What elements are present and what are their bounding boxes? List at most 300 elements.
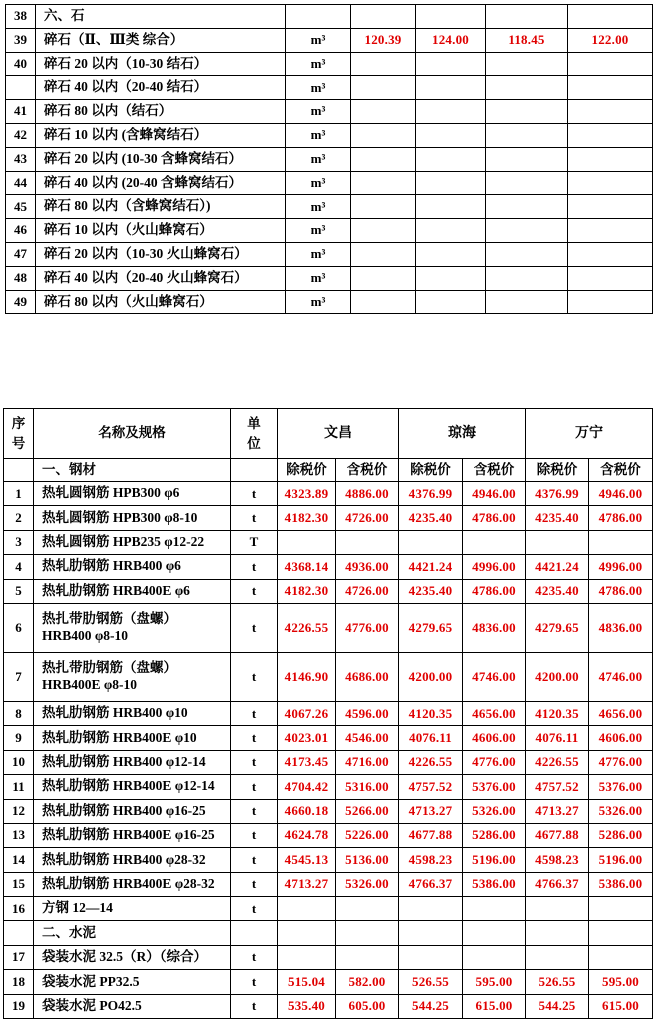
row-number-cell: 6 (4, 603, 34, 652)
price-cell: 5376.00 (589, 775, 653, 799)
price-cell: 124.00 (416, 28, 486, 52)
price-cell: 526.55 (526, 970, 589, 994)
price-cell: 4757.52 (526, 775, 589, 799)
price-cell: 595.00 (589, 970, 653, 994)
subheader-row (4, 459, 653, 482)
unit-cell: t (231, 482, 278, 506)
table-row (6, 123, 653, 147)
price-cell (399, 921, 463, 945)
price-cell: 122.00 (568, 28, 653, 52)
price-cell: 5196.00 (463, 848, 526, 872)
price-cell: 4076.11 (526, 726, 589, 750)
price-cell: 544.25 (526, 994, 589, 1018)
price-cell: 4200.00 (526, 652, 589, 701)
col-header-city-qionghai: 琼海 (399, 409, 526, 459)
price-cell (416, 123, 486, 147)
item-name-cell: 热轧肋钢筋 HRB400E φ6 (34, 579, 231, 603)
price-cell (278, 897, 336, 921)
row-number-cell: 42 (6, 123, 36, 147)
table-row (4, 897, 653, 921)
row-number-cell: 1 (4, 482, 34, 506)
row-number-cell: 48 (6, 266, 36, 290)
price-cell (351, 195, 416, 219)
row-number-cell (6, 76, 36, 100)
item-name-cell: 袋装水泥 PP32.5 (34, 970, 231, 994)
row-number-cell: 5 (4, 579, 34, 603)
row-number-cell: 9 (4, 726, 34, 750)
unit-cell: T (231, 530, 278, 554)
price-table-body (4, 482, 653, 1019)
item-name-cell: 热轧圆钢筋 HPB235 φ12-22 (34, 530, 231, 554)
price-cell (351, 5, 416, 29)
item-name-cell: 碎石 10 以内（火山蜂窝石） (36, 219, 286, 243)
price-cell (416, 100, 486, 124)
price-cell: 4766.37 (399, 872, 463, 896)
unit-cell: m³ (286, 171, 351, 195)
price-cell: 4656.00 (589, 701, 653, 725)
item-name-cell: 碎石（Ⅱ、Ⅲ类 综合） (36, 28, 286, 52)
price-cell (351, 100, 416, 124)
unit-cell (231, 921, 278, 945)
price-cell (399, 897, 463, 921)
unit-cell: t (231, 652, 278, 701)
row-number-cell: 8 (4, 701, 34, 725)
price-cell (351, 266, 416, 290)
item-name-cell: 热轧肋钢筋 HRB400E φ28-32 (34, 872, 231, 896)
price-cell: 4746.00 (589, 652, 653, 701)
col-header-extax-wanning: 除税价 (526, 459, 589, 482)
table-row (4, 652, 653, 701)
price-cell: 4546.00 (336, 726, 399, 750)
price-cell: 4726.00 (336, 506, 399, 530)
price-cell: 4226.55 (399, 750, 463, 774)
price-cell: 4726.00 (336, 579, 399, 603)
table-row (4, 799, 653, 823)
price-cell: 544.25 (399, 994, 463, 1018)
empty-cell (231, 459, 278, 482)
price-cell (278, 530, 336, 554)
unit-cell: t (231, 726, 278, 750)
price-cell (486, 242, 568, 266)
row-number-cell: 12 (4, 799, 34, 823)
table-row (4, 921, 653, 945)
col-header-unit-label: 单位 (247, 415, 261, 451)
item-name-cell: 碎石 40 以内 (20-40 含蜂窝结石） (36, 171, 286, 195)
price-cell: 120.39 (351, 28, 416, 52)
price-cell (351, 123, 416, 147)
item-name-cell: 热轧肋钢筋 HRB400 φ28-32 (34, 848, 231, 872)
row-number-cell: 49 (6, 290, 36, 314)
table-row (4, 701, 653, 725)
price-cell (486, 195, 568, 219)
price-cell: 4704.42 (278, 775, 336, 799)
price-cell: 4323.89 (278, 482, 336, 506)
price-cell: 5136.00 (336, 848, 399, 872)
price-cell (416, 266, 486, 290)
price-cell (416, 219, 486, 243)
col-header-inctax-wenchang: 含税价 (336, 459, 399, 482)
table-row (4, 848, 653, 872)
item-name-cell: 二、水泥 (34, 921, 231, 945)
price-cell (589, 897, 653, 921)
price-cell (336, 897, 399, 921)
row-number-cell: 38 (6, 5, 36, 29)
price-cell: 4886.00 (336, 482, 399, 506)
table-row (6, 266, 653, 290)
row-number-cell: 3 (4, 530, 34, 554)
price-cell: 4713.27 (526, 799, 589, 823)
price-cell: 4936.00 (336, 555, 399, 579)
item-name-cell: 热轧肋钢筋 HRB400 φ12-14 (34, 750, 231, 774)
price-cell: 4786.00 (589, 506, 653, 530)
price-cell: 4836.00 (463, 603, 526, 652)
price-cell: 4946.00 (463, 482, 526, 506)
price-cell (416, 5, 486, 29)
unit-cell: t (231, 897, 278, 921)
price-cell: 4376.99 (399, 482, 463, 506)
price-cell: 5326.00 (463, 799, 526, 823)
col-header-city-wanning: 万宁 (526, 409, 653, 459)
price-cell: 4226.55 (526, 750, 589, 774)
price-cell: 4746.00 (463, 652, 526, 701)
col-header-name: 名称及规格 (34, 409, 231, 459)
price-cell: 4182.30 (278, 506, 336, 530)
price-cell (463, 921, 526, 945)
price-cell: 4606.00 (463, 726, 526, 750)
table-row (4, 970, 653, 994)
price-cell: 4235.40 (526, 506, 589, 530)
price-cell (336, 530, 399, 554)
price-cell: 4376.99 (526, 482, 589, 506)
row-number-cell: 19 (4, 994, 34, 1018)
price-cell (568, 52, 653, 76)
item-name-cell: 热轧肋钢筋 HRB400 φ10 (34, 701, 231, 725)
section-header-steel: 一、钢材 (34, 459, 231, 482)
price-cell (351, 219, 416, 243)
price-cell (416, 242, 486, 266)
price-cell: 4182.30 (278, 579, 336, 603)
table-row (4, 530, 653, 554)
price-cell: 615.00 (589, 994, 653, 1018)
row-number-cell: 14 (4, 848, 34, 872)
price-cell: 5286.00 (589, 823, 653, 847)
price-cell (351, 76, 416, 100)
price-cell: 595.00 (463, 970, 526, 994)
item-name-cell: 碎石 20 以内 (10-30 含蜂窝结石） (36, 147, 286, 171)
item-name-cell: 热轧圆钢筋 HPB300 φ8-10 (34, 506, 231, 530)
empty-cell (4, 459, 34, 482)
price-cell: 4421.24 (526, 555, 589, 579)
price-cell (416, 147, 486, 171)
price-cell: 582.00 (336, 970, 399, 994)
price-cell: 4023.01 (278, 726, 336, 750)
unit-cell: m³ (286, 195, 351, 219)
price-cell (526, 530, 589, 554)
price-cell (568, 100, 653, 124)
table-row (4, 482, 653, 506)
table-row (4, 872, 653, 896)
unit-cell: t (231, 848, 278, 872)
price-cell (568, 147, 653, 171)
price-cell: 4067.26 (278, 701, 336, 725)
price-cell: 4200.00 (399, 652, 463, 701)
col-header-inctax-qionghai: 含税价 (463, 459, 526, 482)
price-cell (486, 290, 568, 314)
item-name-cell: 碎石 20 以内（10-30 火山蜂窝石） (36, 242, 286, 266)
item-name-cell: 碎石 40 以内（20-40 结石） (36, 76, 286, 100)
unit-cell: m³ (286, 123, 351, 147)
table-row (6, 147, 653, 171)
price-cell (399, 530, 463, 554)
row-number-cell: 7 (4, 652, 34, 701)
table-row (6, 290, 653, 314)
price-cell (278, 921, 336, 945)
price-cell: 4946.00 (589, 482, 653, 506)
price-cell (589, 530, 653, 554)
table-row (4, 945, 653, 969)
price-cell: 535.40 (278, 994, 336, 1018)
price-cell (486, 52, 568, 76)
price-cell: 4624.78 (278, 823, 336, 847)
price-cell (278, 945, 336, 969)
item-name-cell: 碎石 40 以内（20-40 火山蜂窝石） (36, 266, 286, 290)
price-cell: 4713.27 (278, 872, 336, 896)
row-number-cell: 47 (6, 242, 36, 266)
steel-cement-price-table (3, 408, 653, 1019)
stone-table-body (6, 5, 653, 314)
price-cell: 118.45 (486, 28, 568, 52)
price-cell (416, 171, 486, 195)
col-header-inctax-wanning: 含税价 (589, 459, 653, 482)
price-cell: 526.55 (399, 970, 463, 994)
price-cell: 5386.00 (589, 872, 653, 896)
price-cell: 4421.24 (399, 555, 463, 579)
table-row (6, 100, 653, 124)
price-cell (568, 5, 653, 29)
unit-cell: t (231, 799, 278, 823)
col-header-no-label: 序号 (11, 415, 26, 451)
price-cell (351, 171, 416, 195)
price-cell: 5376.00 (463, 775, 526, 799)
table-row (6, 242, 653, 266)
price-cell (416, 52, 486, 76)
item-name-cell: 碎石 80 以内（结石） (36, 100, 286, 124)
unit-cell: m³ (286, 290, 351, 314)
row-number-cell: 44 (6, 171, 36, 195)
price-cell: 4368.14 (278, 555, 336, 579)
price-cell: 5326.00 (589, 799, 653, 823)
price-cell (568, 171, 653, 195)
table-row (4, 775, 653, 799)
price-cell (416, 76, 486, 100)
price-cell (486, 5, 568, 29)
item-name-cell: 热轧肋钢筋 HRB400E φ12-14 (34, 775, 231, 799)
unit-cell: m³ (286, 28, 351, 52)
price-cell (463, 897, 526, 921)
unit-cell: t (231, 506, 278, 530)
row-number-cell: 46 (6, 219, 36, 243)
unit-cell: t (231, 872, 278, 896)
price-cell: 4776.00 (336, 603, 399, 652)
price-cell (416, 290, 486, 314)
price-cell: 5266.00 (336, 799, 399, 823)
unit-cell: t (231, 970, 278, 994)
price-cell: 4226.55 (278, 603, 336, 652)
table-row (4, 506, 653, 530)
price-cell (351, 242, 416, 266)
unit-cell: m³ (286, 219, 351, 243)
price-cell: 4716.00 (336, 750, 399, 774)
item-name-cell: 碎石 80 以内（火山蜂窝石） (36, 290, 286, 314)
price-cell: 4786.00 (589, 579, 653, 603)
col-header-no (4, 409, 34, 459)
price-cell (416, 195, 486, 219)
price-cell: 4677.88 (399, 823, 463, 847)
col-header-extax-qionghai: 除税价 (399, 459, 463, 482)
row-number-cell (4, 921, 34, 945)
price-cell: 615.00 (463, 994, 526, 1018)
price-cell (568, 290, 653, 314)
unit-cell: t (231, 750, 278, 774)
price-cell: 4598.23 (526, 848, 589, 872)
unit-cell: t (231, 555, 278, 579)
row-number-cell: 13 (4, 823, 34, 847)
item-name-cell: 袋装水泥 PO42.5 (34, 994, 231, 1018)
price-cell: 515.04 (278, 970, 336, 994)
unit-cell: m³ (286, 242, 351, 266)
row-number-cell: 41 (6, 100, 36, 124)
price-cell: 605.00 (336, 994, 399, 1018)
price-cell: 4677.88 (526, 823, 589, 847)
unit-cell (286, 5, 351, 29)
price-cell (568, 219, 653, 243)
unit-cell: m³ (286, 266, 351, 290)
price-cell: 4279.65 (526, 603, 589, 652)
price-cell (486, 266, 568, 290)
item-name-cell: 碎石 80 以内（含蜂窝结石）) (36, 195, 286, 219)
row-number-cell: 11 (4, 775, 34, 799)
price-cell (351, 147, 416, 171)
unit-cell: m³ (286, 100, 351, 124)
price-cell: 4598.23 (399, 848, 463, 872)
price-cell (526, 897, 589, 921)
item-name-cell: 热轧肋钢筋 HRB400E φ10 (34, 726, 231, 750)
price-cell: 5386.00 (463, 872, 526, 896)
price-cell (568, 195, 653, 219)
row-number-cell: 18 (4, 970, 34, 994)
table-row (4, 555, 653, 579)
price-cell: 4713.27 (399, 799, 463, 823)
unit-cell: t (231, 579, 278, 603)
price-cell: 4606.00 (589, 726, 653, 750)
price-cell: 4996.00 (463, 555, 526, 579)
item-name-cell: 热轧肋钢筋 HRB400E φ16-25 (34, 823, 231, 847)
item-name-cell: 热轧肋钢筋 HRB400 φ16-25 (34, 799, 231, 823)
unit-cell: t (231, 701, 278, 725)
row-number-cell: 15 (4, 872, 34, 896)
table-row (4, 603, 653, 652)
price-cell: 4076.11 (399, 726, 463, 750)
price-cell: 5326.00 (336, 872, 399, 896)
row-number-cell: 10 (4, 750, 34, 774)
price-cell (526, 945, 589, 969)
table-row (4, 823, 653, 847)
price-cell: 4686.00 (336, 652, 399, 701)
col-header-city-wenchang: 文昌 (278, 409, 399, 459)
stone-price-table (5, 4, 653, 314)
price-cell: 5226.00 (336, 823, 399, 847)
price-cell: 4786.00 (463, 579, 526, 603)
price-cell (351, 52, 416, 76)
price-cell (526, 921, 589, 945)
price-cell: 5286.00 (463, 823, 526, 847)
price-cell (486, 171, 568, 195)
item-name-cell: 袋装水泥 32.5（R）（综合） (34, 945, 231, 969)
item-name-cell: 六、石 (36, 5, 286, 29)
item-name-cell: 热扎带肋钢筋（盘螺）HRB400E φ8-10 (34, 652, 231, 701)
row-number-cell: 39 (6, 28, 36, 52)
table-row (4, 994, 653, 1018)
price-cell: 5196.00 (589, 848, 653, 872)
price-cell (399, 945, 463, 969)
price-cell: 4656.00 (463, 701, 526, 725)
price-cell: 4173.45 (278, 750, 336, 774)
unit-cell: t (231, 945, 278, 969)
price-cell: 4776.00 (589, 750, 653, 774)
price-cell: 4757.52 (399, 775, 463, 799)
price-cell: 5316.00 (336, 775, 399, 799)
price-cell (589, 945, 653, 969)
price-cell: 4766.37 (526, 872, 589, 896)
price-cell (336, 945, 399, 969)
table-row (4, 579, 653, 603)
price-cell: 4776.00 (463, 750, 526, 774)
price-cell: 4146.90 (278, 652, 336, 701)
price-cell (486, 219, 568, 243)
price-cell: 4120.35 (526, 701, 589, 725)
table-row (6, 195, 653, 219)
price-cell (568, 123, 653, 147)
header-row (4, 409, 653, 459)
price-cell: 4996.00 (589, 555, 653, 579)
unit-cell: t (231, 603, 278, 652)
unit-cell: m³ (286, 52, 351, 76)
row-number-cell: 40 (6, 52, 36, 76)
price-cell (463, 530, 526, 554)
price-cell (463, 945, 526, 969)
price-cell (486, 147, 568, 171)
price-cell (351, 290, 416, 314)
item-name-cell: 热轧肋钢筋 HRB400 φ6 (34, 555, 231, 579)
unit-cell: m³ (286, 76, 351, 100)
price-cell: 4235.40 (399, 579, 463, 603)
price-cell: 4660.18 (278, 799, 336, 823)
table-row (4, 750, 653, 774)
price-cell (486, 123, 568, 147)
row-number-cell: 45 (6, 195, 36, 219)
price-cell: 4279.65 (399, 603, 463, 652)
table-row (6, 219, 653, 243)
col-header-extax-wenchang: 除税价 (278, 459, 336, 482)
table-row (6, 76, 653, 100)
unit-cell: t (231, 823, 278, 847)
row-number-cell: 43 (6, 147, 36, 171)
unit-cell: m³ (286, 147, 351, 171)
price-cell (589, 921, 653, 945)
item-name-cell: 碎石 10 以内 (含蜂窝结石） (36, 123, 286, 147)
price-cell (568, 242, 653, 266)
item-name-cell: 热扎带肋钢筋（盘螺）HRB400 φ8-10 (34, 603, 231, 652)
